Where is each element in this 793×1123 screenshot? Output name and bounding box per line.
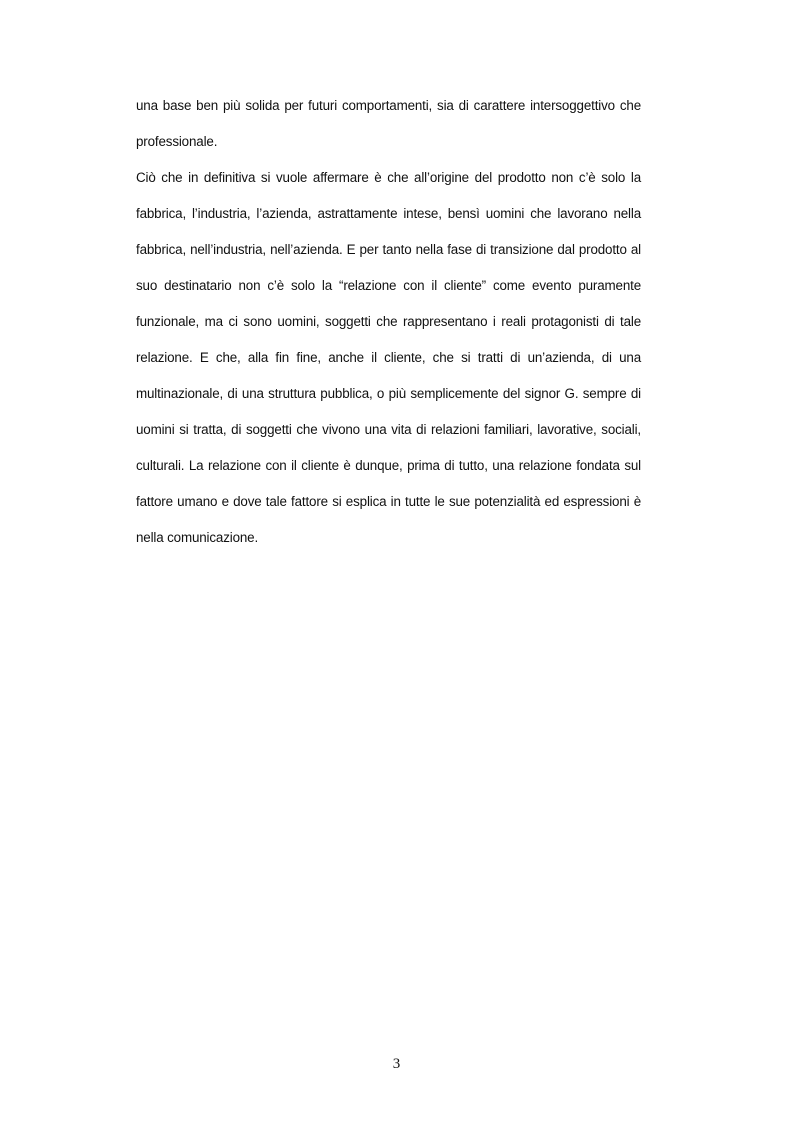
text-line: funzionale, ma ci sono uomini, soggetti che rappresentano i reali protagonisti di tale <box>136 314 641 329</box>
page-number: 3 <box>392 1056 401 1072</box>
text-line: professionale. <box>136 134 218 149</box>
body-text <box>136 94 641 562</box>
text-line: multinazionale, di una struttura pubblica, o più semplicemente del signor G. sempre di <box>136 386 641 401</box>
text-line: uomini si tratta, di soggetti che vivono una vita di relazioni familiari, lavorative, sociali, <box>136 422 641 437</box>
text-line: nella comunicazione. <box>136 530 259 545</box>
text-line: fabbrica, nell’industria, nell’azienda. E per tanto nella fase di transizione dal prodotto al <box>136 242 641 257</box>
text-line: fattore umano e dove tale fattore si esplica in tutte le sue potenzialità ed espressioni è <box>136 494 641 509</box>
text-line: suo destinatario non c’è solo la “relazione con il cliente” come evento puramente <box>136 278 641 293</box>
text-line: una base ben più solida per futuri comportamenti, sia di carattere intersoggettivo che <box>136 98 641 113</box>
text-line: culturali. La relazione con il cliente è dunque, prima di tutto, una relazione fondata sul <box>136 458 641 473</box>
text-line: relazione. E che, alla fin fine, anche il cliente, che si tratti di un’azienda, di una <box>136 350 641 365</box>
text-line: fabbrica, l’industria, l’azienda, astrattamente intese, bensì uomini che lavorano nella <box>136 206 641 221</box>
text-line: Ciò che in definitiva si vuole affermare è che all’origine del prodotto non c’è solo la <box>136 170 641 185</box>
